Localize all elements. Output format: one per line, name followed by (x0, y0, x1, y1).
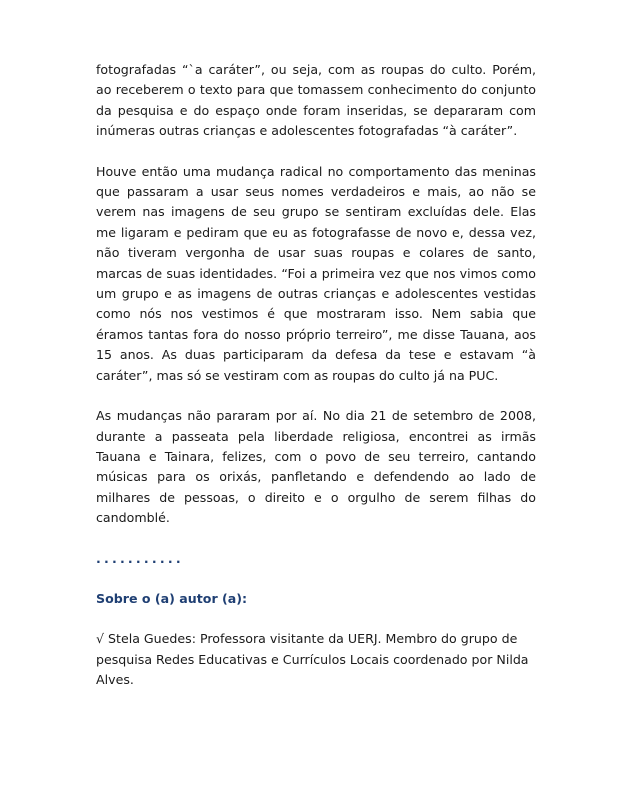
paragraph-gap (96, 386, 536, 406)
paragraph-2: Houve então uma mudança radical no comportamento das meninas que passaram a usar seus nomes verdadeiros e mais, ao não se verem nas imagens de seu grupo se sentiram excluídas dele. Elas me ligaram e pediram que eu as fotografasse de novo e, dessa vez, não tiveram vergonha de usar suas roupas e colares de santo, marcas de suas identidades. “Foi a primeira vez que nos vimos como um grupo e as imagens de outras crianças e adolescentes vestidas como nós nos vestimos é que mostraram isso. Nem sabia que éramos tantas fora do nosso próprio terreiro”, me disse Tauana, aos 15 anos. As duas participaram da defesa da tese e estavam “à caráter”, mas só se vestiram com as roupas do culto já na PUC. (96, 163, 536, 383)
document-page (96, 60, 536, 691)
author-bio: √ Stela Guedes: Professora visitante da UERJ. Membro do grupo de pesquisa Redes Educativas e Currículos Locais coordenado por Nilda Alves. (96, 631, 529, 688)
dotted-separator: ........... (96, 550, 184, 566)
paragraph-gap (96, 142, 536, 162)
paragraph-gap (96, 529, 536, 549)
paragraph-gap (96, 569, 536, 589)
paragraph-1: fotografadas “`a caráter”, ou seja, com as roupas do culto. Porém, ao receberem o texto para que tomassem conhecimento do conjunto da pesquisa e do espaço onde foram inseridas, se depararam com inúmeras outras crianças e adolescentes fotografadas “à caráter”. (96, 62, 536, 139)
author-heading: Sobre o (a) autor (a): (96, 590, 248, 606)
paragraph-3: As mudanças não pararam por aí. No dia 21 de setembro de 2008, durante a passeata pela liberdade religiosa, encontrei as irmãs Tauana e Tainara, felizes, com o povo de seu terreiro, cantando músicas para os orixás, panfletando e defendendo ao lado de milhares de pessoas, o direito e o orgulho de serem filhas do candomblé. (96, 408, 536, 526)
paragraph-gap (96, 609, 536, 629)
